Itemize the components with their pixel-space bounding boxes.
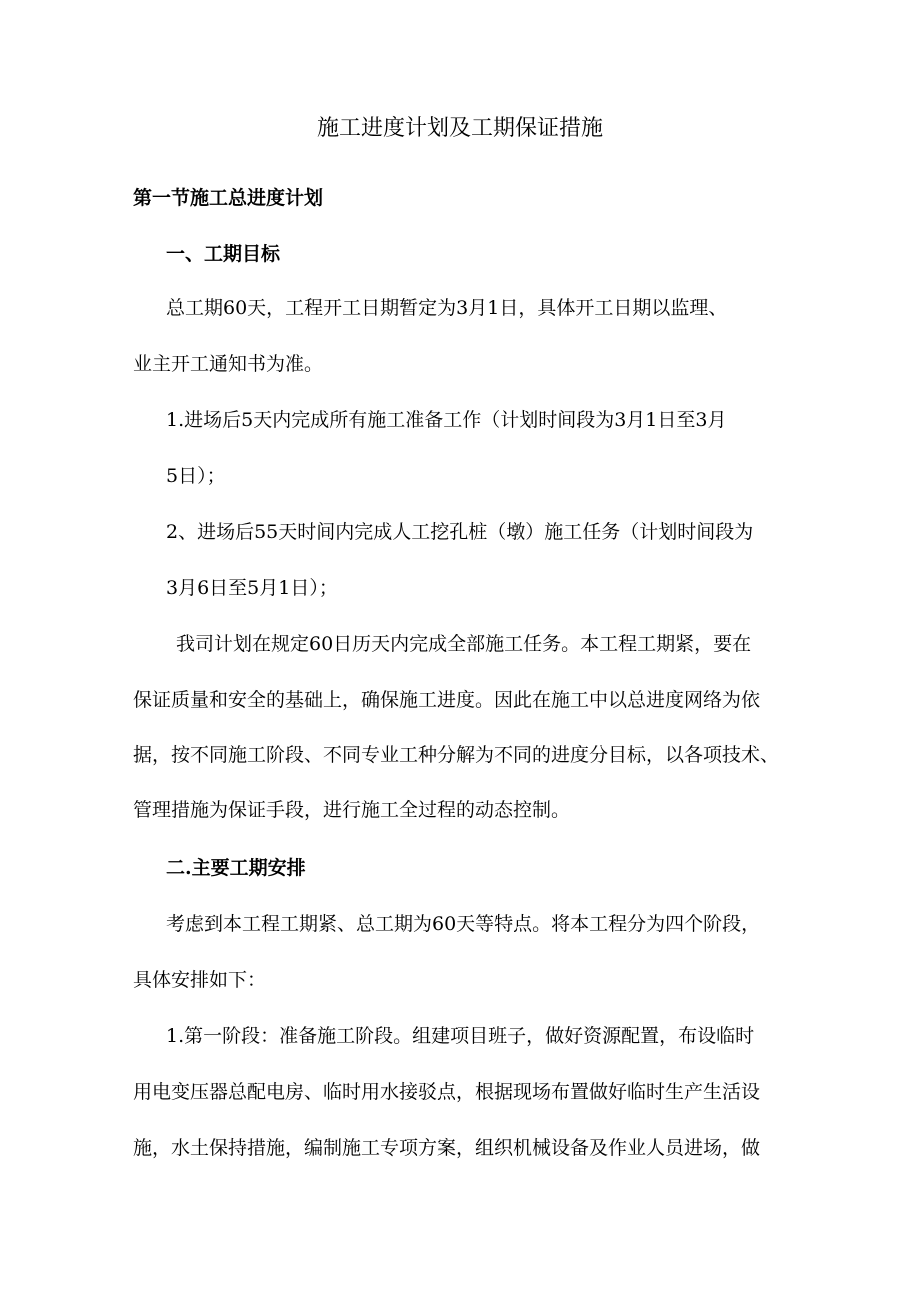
list-item-line: 2、进场后55天时间内完成人工挖孔桩（墩）施工任务（计划时间段为 [166,521,754,543]
subsection-heading-schedule-goal: 一、工期目标 [166,243,281,265]
paragraph-line: 我司计划在规定60日历天内完成全部施工任务。本工程工期紧，要在 [176,633,752,655]
paragraph-line: 保证质量和安全的基础上，确保施工进度。因此在施工中以总进度网络为依 [133,689,761,711]
document-title: 施工进度计划及工期保证措施 [316,116,603,141]
subsection-heading-main-schedule: 二.主要工期安排 [166,857,306,879]
list-item-line: 施，水土保持措施，编制施工专项方案，组织机械设备及作业人员进场，做 [133,1137,761,1159]
list-item-line: 1.第一阶段：准备施工阶段。组建项目班子，做好资源配置，布设临时 [166,1025,755,1047]
section-heading: 第一节施工总进度计划 [133,187,324,209]
paragraph-line: 总工期60天，工程开工日期暂定为3月1日，具体开工日期以监理、 [166,297,728,319]
list-item-line: 用电变压器总配电房、临时用水接驳点，根据现场布置做好临时生产生活设 [133,1081,761,1103]
paragraph-line: 管理措施为保证手段，进行施工全过程的动态控制。 [133,799,571,821]
paragraph-line: 据，按不同施工阶段、不同专业工种分解为不同的进度分目标，以各项技术、 [133,744,780,766]
list-item-line: 3月6日至5月1日）； [166,577,338,599]
paragraph-line: 业主开工通知书为准。 [133,353,324,375]
paragraph-line: 考虑到本工程工期紧、总工期为60天等特点。将本工程分为四个阶段， [166,913,761,935]
paragraph-line: 具体安排如下： [133,969,267,991]
list-item-line: 5日）； [166,465,226,487]
list-item-line: 1.进场后5天内完成所有施工准备工作（计划时间段为3月1日至3月 [166,409,727,431]
